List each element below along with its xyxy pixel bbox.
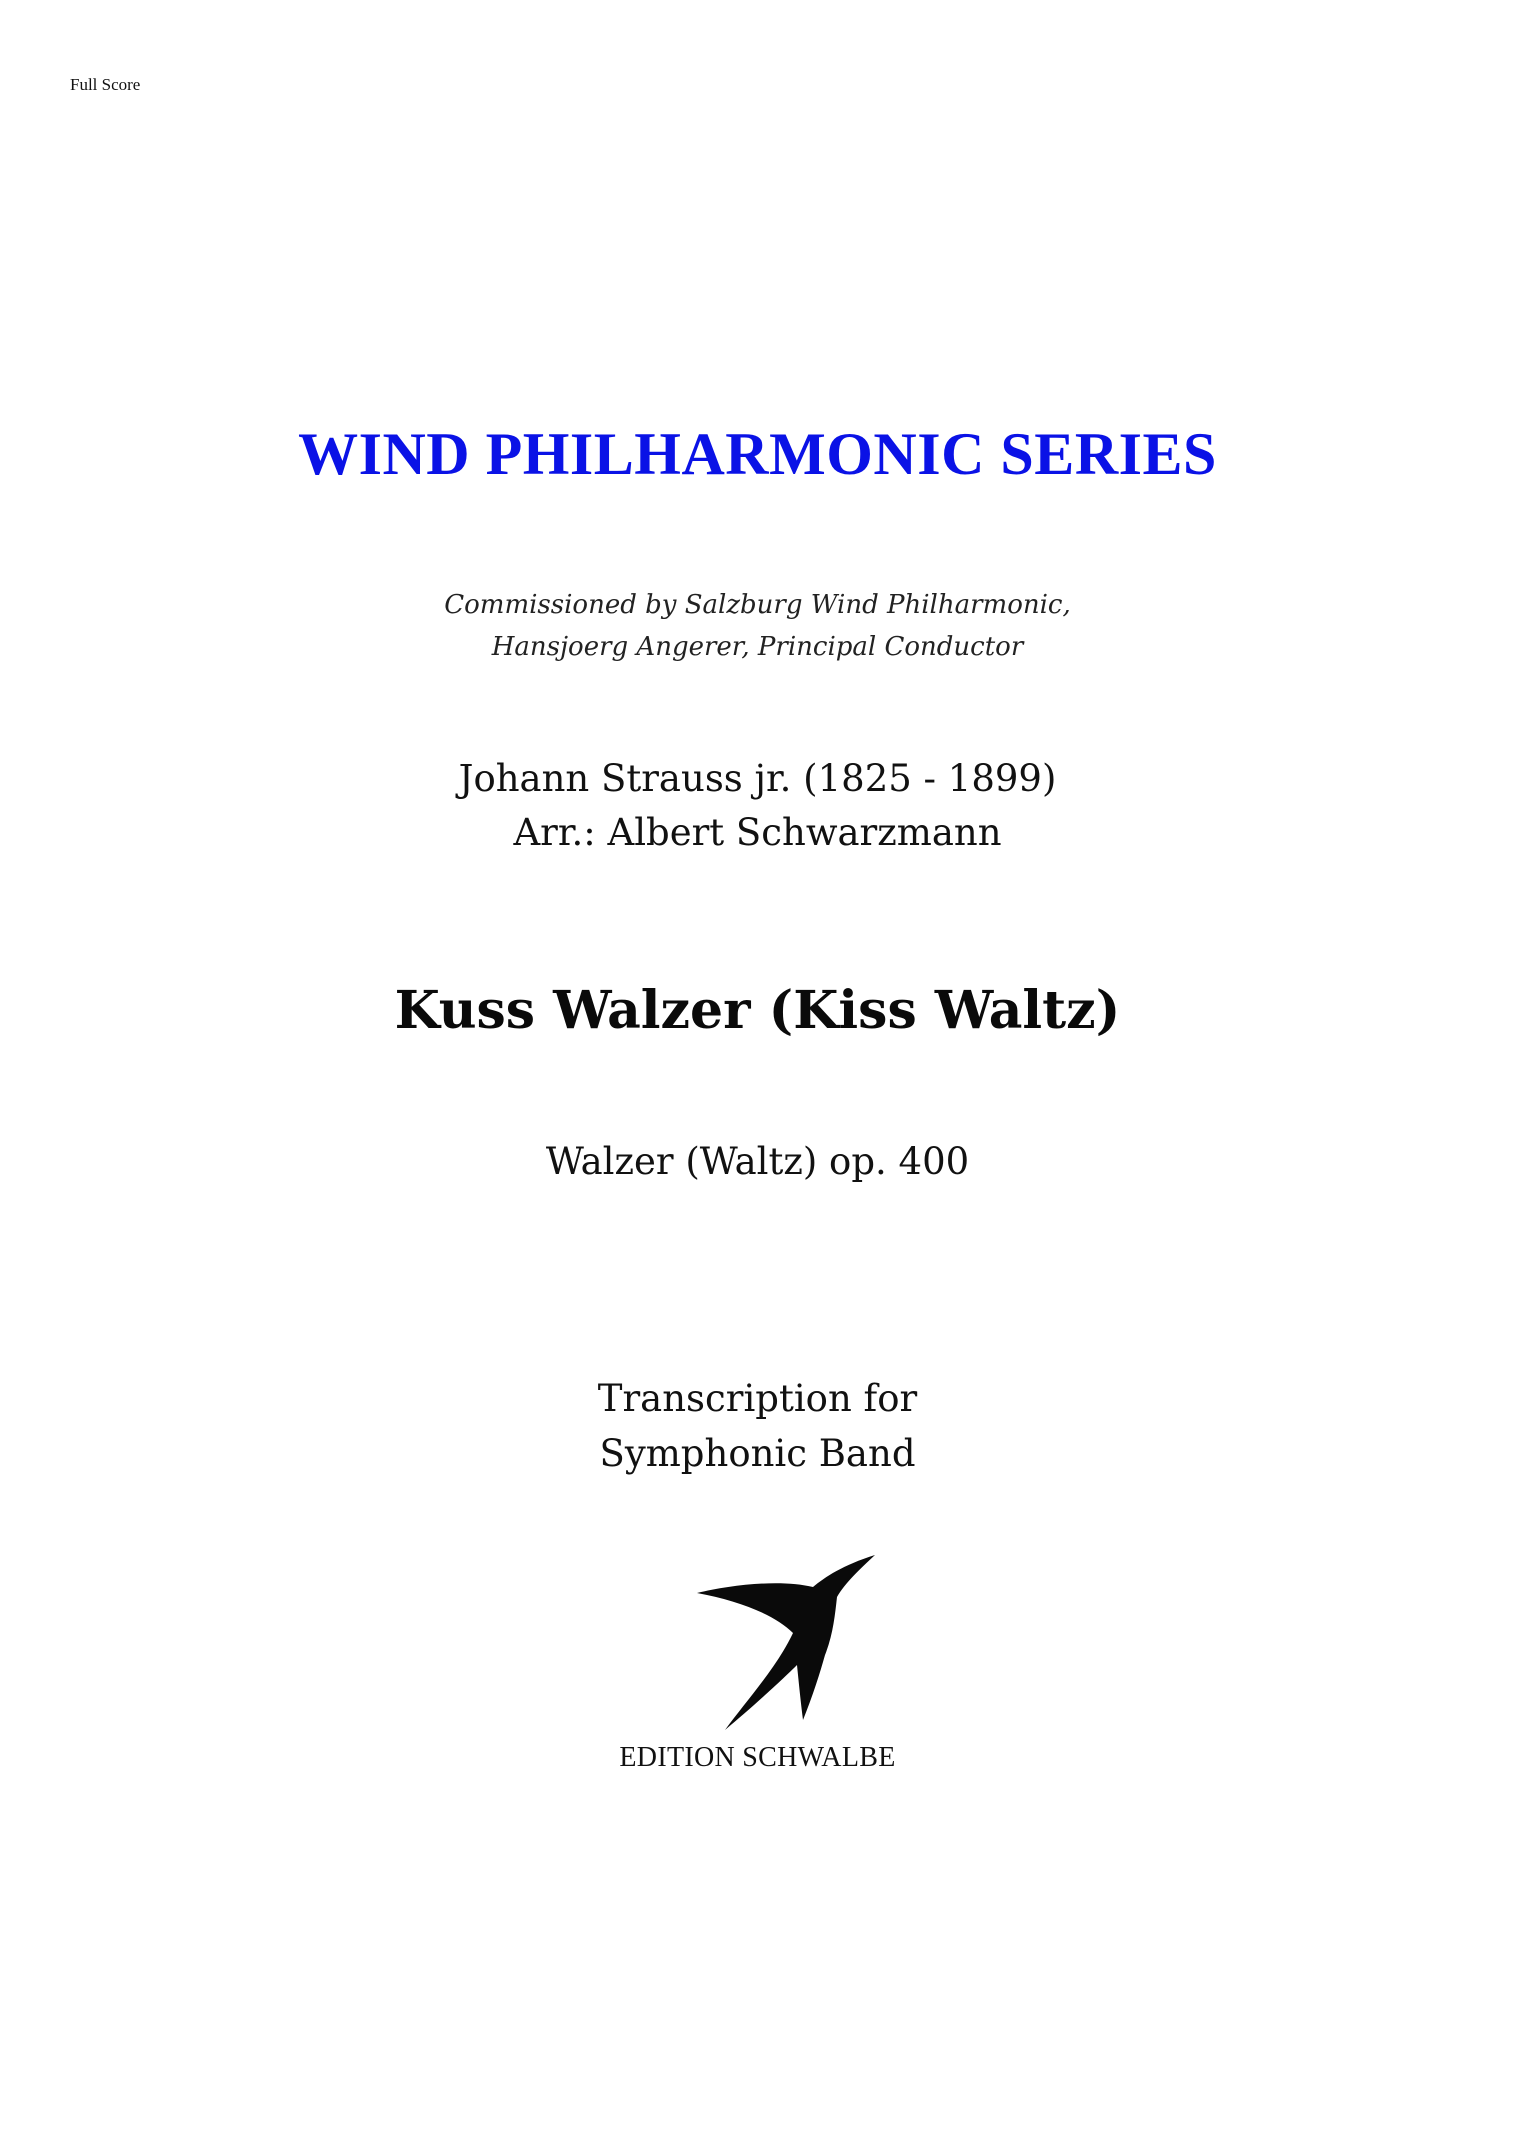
series-title: WIND PHILHARMONIC SERIES [298, 421, 1217, 487]
arranger-credit: Arr.: Albert Schwarzmann [513, 811, 1002, 854]
swallow-logo-icon [685, 1555, 885, 1740]
commission-line-1: Commissioned by Salzburg Wind Philharmonic, [444, 590, 1071, 620]
publisher-name: EDITION SCHWALBE [619, 1742, 896, 1773]
composer-credit: Johann Strauss jr. (1825 - 1899) [458, 757, 1057, 800]
work-title: Kuss Walzer (Kiss Waltz) [394, 980, 1121, 1041]
transcription-line-2: Symphonic Band [599, 1432, 916, 1475]
work-subtitle: Walzer (Waltz) op. 400 [545, 1140, 970, 1183]
transcription-line-1: Transcription for [597, 1377, 918, 1420]
commission-line-2: Hansjoerg Angerer, Principal Conductor [491, 632, 1024, 662]
score-type-label: Full Score [70, 75, 141, 94]
